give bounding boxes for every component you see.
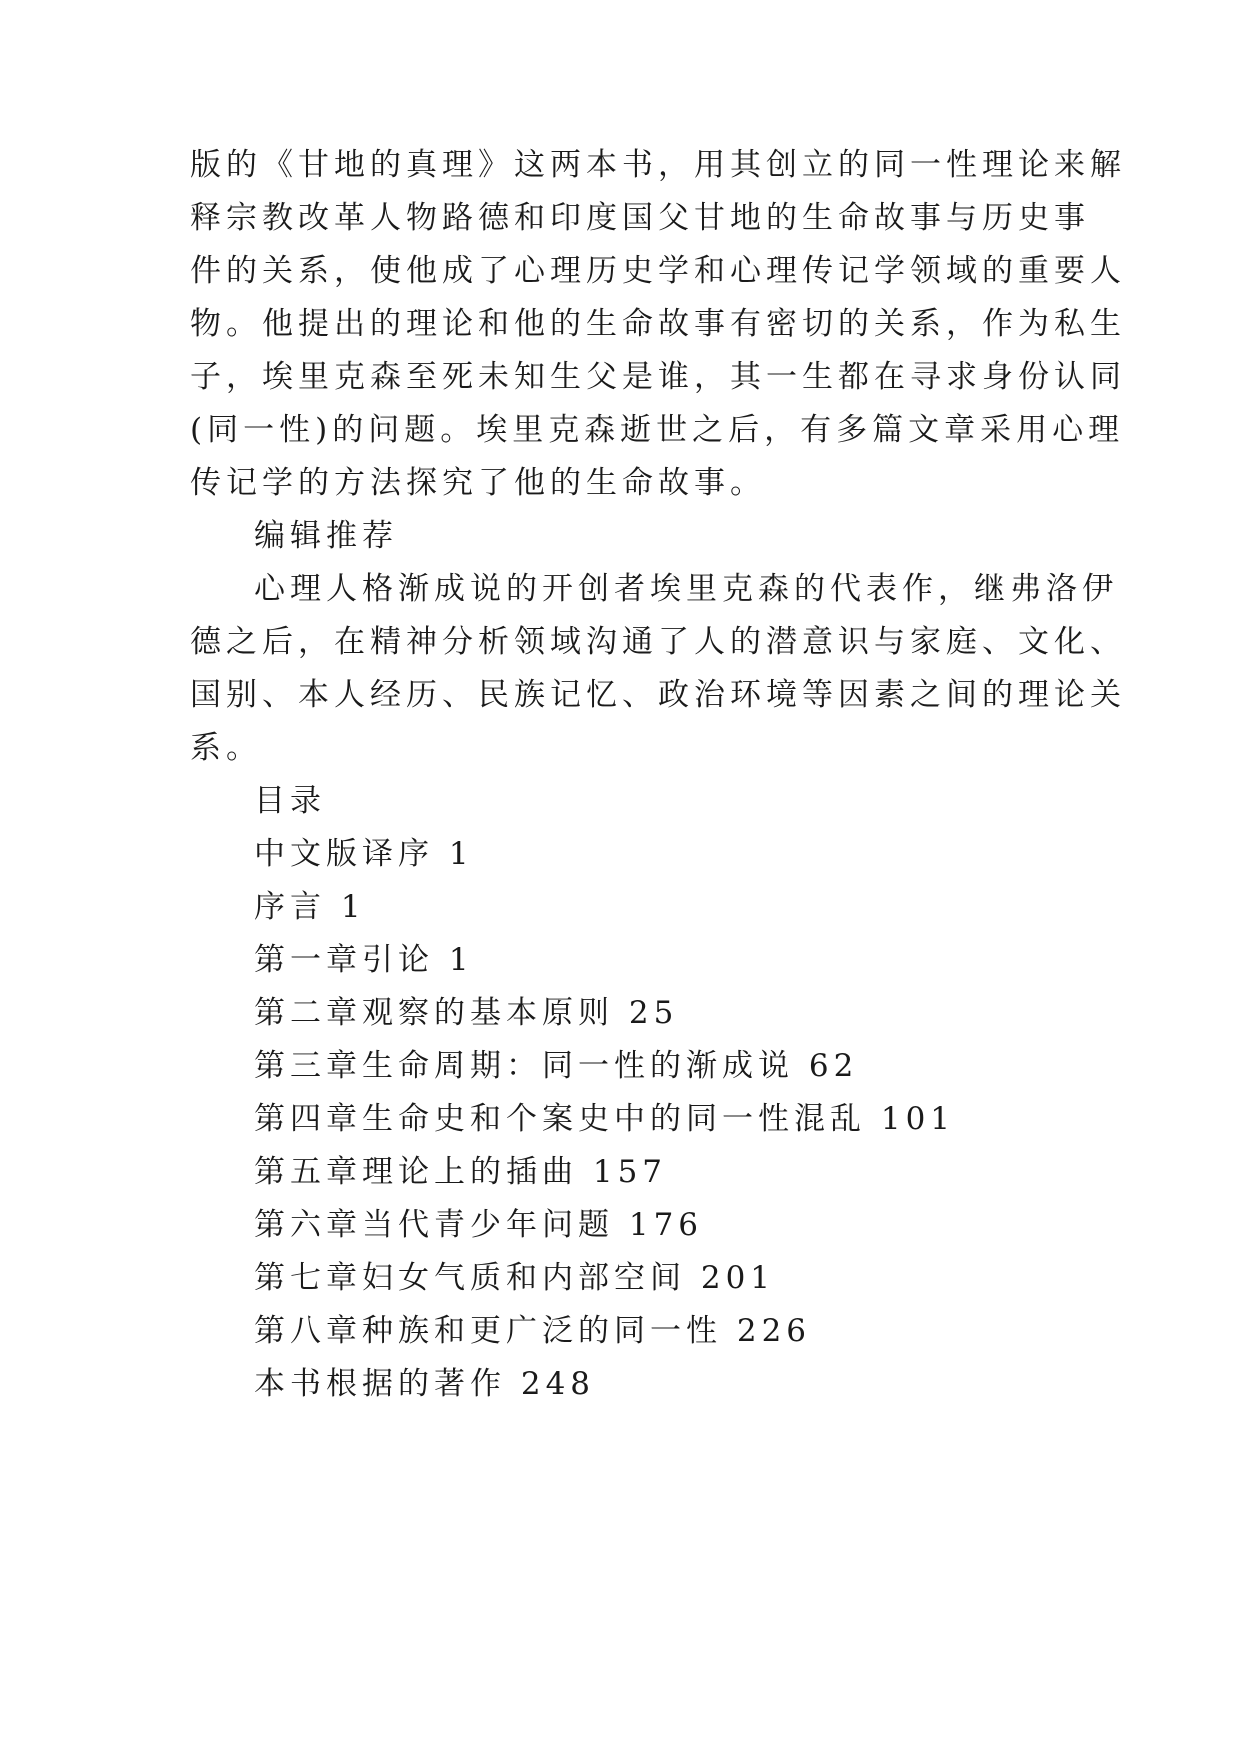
paragraph-line: 心理人格渐成说的开创者埃里克森的代表作，继弗洛伊 — [254, 571, 1118, 607]
toc-item: 第三章生命周期：同一性的渐成说 62 — [254, 1048, 859, 1084]
section-heading-toc: 目录 — [254, 783, 326, 819]
paragraph-line: 德之后，在精神分析领域沟通了人的潜意识与家庭、文化、 — [190, 624, 1126, 660]
section-heading-recommend: 编辑推荐 — [254, 518, 398, 554]
toc-item: 第一章引论 1 — [254, 942, 474, 978]
toc-item: 第二章观察的基本原则 25 — [254, 995, 679, 1031]
paragraph-line: 释宗教改革人物路德和印度国父甘地的生命故事与历史事 — [190, 200, 1090, 236]
toc-item: 中文版译序 1 — [254, 836, 474, 872]
paragraph-line: 版的《甘地的真理》这两本书，用其创立的同一性理论来解 — [190, 147, 1126, 183]
toc-item: 第七章妇女气质和内部空间 201 — [254, 1260, 776, 1296]
toc-item: 第六章当代青少年问题 176 — [254, 1207, 704, 1243]
toc-item: 第四章生命史和个案史中的同一性混乱 101 — [254, 1101, 956, 1137]
paragraph-line: 物。他提出的理论和他的生命故事有密切的关系，作为私生 — [190, 306, 1126, 342]
paragraph-line: (同一性)的问题。埃里克森逝世之后，有多篇文章采用心理 — [190, 412, 1125, 448]
paragraph-line: 国别、本人经历、民族记忆、政治环境等因素之间的理论关 — [190, 677, 1126, 713]
toc-item: 第五章理论上的插曲 157 — [254, 1154, 668, 1190]
toc-item: 第八章种族和更广泛的同一性 226 — [254, 1313, 812, 1349]
toc-item: 本书根据的著作 248 — [254, 1366, 596, 1402]
paragraph-line: 传记学的方法探究了他的生命故事。 — [190, 465, 766, 501]
paragraph-line: 子，埃里克森至死未知生父是谁，其一生都在寻求身份认同 — [190, 359, 1126, 395]
paragraph-line: 系。 — [190, 730, 262, 766]
toc-item: 序言 1 — [254, 889, 366, 925]
paragraph-line: 件的关系，使他成了心理历史学和心理传记学领域的重要人 — [190, 253, 1126, 289]
